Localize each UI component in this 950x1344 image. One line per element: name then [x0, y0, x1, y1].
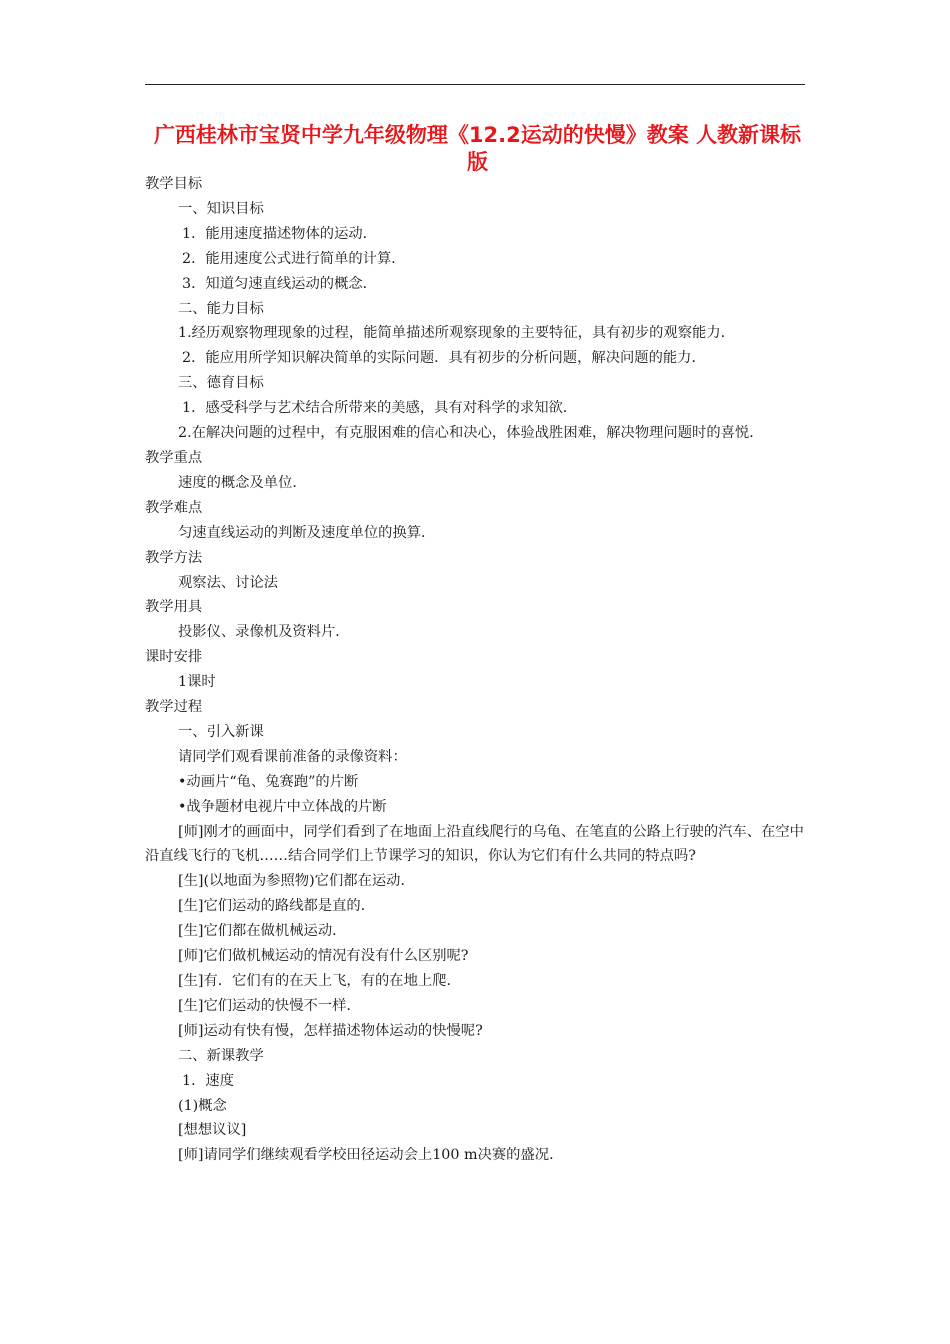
subheading-moral-goals: 三、德育目标	[178, 375, 264, 392]
dialogue-line: [生]有．它们有的在天上飞，有的在地上爬．	[178, 973, 461, 989]
list-item: 1．能用速度描述物体的运动．	[182, 225, 377, 242]
dialogue-line: [生]它们运动的路线都是直的．	[178, 898, 376, 915]
subheading-knowledge-goals: 一、知识目标	[178, 200, 264, 217]
dialogue-line: [师]请同学们继续观看学校田径运动会上100 m决赛的盛况．	[178, 1147, 564, 1164]
section-speed: 1．速度	[182, 1072, 234, 1089]
paragraph: 匀速直线运动的判断及速度单位的换算．	[178, 524, 436, 541]
document-title: 广西桂林市宝贤中学九年级物理《12.2运动的快慢》教案 人教新课标版	[153, 123, 802, 174]
heading-key-points: 教学重点	[145, 449, 203, 466]
header-rule	[145, 84, 805, 85]
list-item: 3．知道匀速直线运动的概念．	[182, 275, 377, 292]
dialogue-line: [生]它们运动的快慢不一样．	[178, 997, 361, 1014]
list-item: 2.在解决问题的过程中，有克服困难的信心和决心，体验战胜困难，解决物理问题时的喜悦．	[178, 425, 764, 442]
paragraph: 投影仪、录像机及资料片．	[178, 624, 350, 641]
paragraph: 请同学们观看课前准备的录像资料：	[178, 748, 407, 765]
subsection-concept: (1)概念	[178, 1097, 227, 1114]
heading-schedule: 课时安排	[145, 649, 203, 666]
dialogue-line: [生](以地面为参照物)它们都在运动．	[178, 873, 415, 890]
dialogue-line: [师]运动有快有慢，怎样描述物体运动的快慢呢?	[178, 1022, 483, 1039]
paragraph: 观察法、讨论法	[178, 574, 279, 591]
heading-methods: 教学方法	[145, 549, 203, 566]
heading-tools: 教学用具	[145, 599, 203, 616]
subheading-ability-goals: 二、能力目标	[178, 300, 264, 317]
bullet-item: •动画片“龟、兔赛跑”的片断	[178, 773, 359, 790]
heading-teaching-goals: 教学目标	[145, 176, 203, 192]
bullet-item: •战争题材电视片中立体战的片断	[178, 798, 387, 815]
dialogue-line: [生]它们都在做机械运动．	[178, 923, 347, 940]
list-item: 2．能应用所学知识解决简单的实际问题．具有初步的分析问题，解决问题的能力．	[182, 350, 706, 367]
heading-difficulties: 教学难点	[145, 499, 203, 516]
activity-label: [想想议议]	[178, 1122, 247, 1139]
document-body	[145, 172, 817, 1168]
dialogue-line: [师]刚才的画面中，同学们看到了在地面上沿直线爬行的乌龟、在笔直的公路上行驶的汽车、在空中沿直线飞行的飞机……结合同学们上节课学习的知识，你认为它们有什么共同的特点吗?	[145, 823, 804, 865]
paragraph: 1课时	[178, 674, 216, 691]
subheading-intro: 一、引入新课	[178, 723, 264, 740]
paragraph: 速度的概念及单位．	[178, 474, 307, 491]
dialogue-line: [师]它们做机械运动的情况有没有什么区别呢?	[178, 948, 469, 965]
list-item: 2．能用速度公式进行简单的计算．	[182, 250, 406, 267]
list-item: 1.经历观察物理现象的过程，能简单描述所观察现象的主要特征，具有初步的观察能力．	[178, 325, 735, 342]
heading-process: 教学过程	[145, 699, 203, 716]
list-item: 1．感受科学与艺术结合所带来的美感，具有对科学的求知欲．	[182, 400, 578, 417]
subheading-new-lesson: 二、新课教学	[178, 1047, 264, 1064]
